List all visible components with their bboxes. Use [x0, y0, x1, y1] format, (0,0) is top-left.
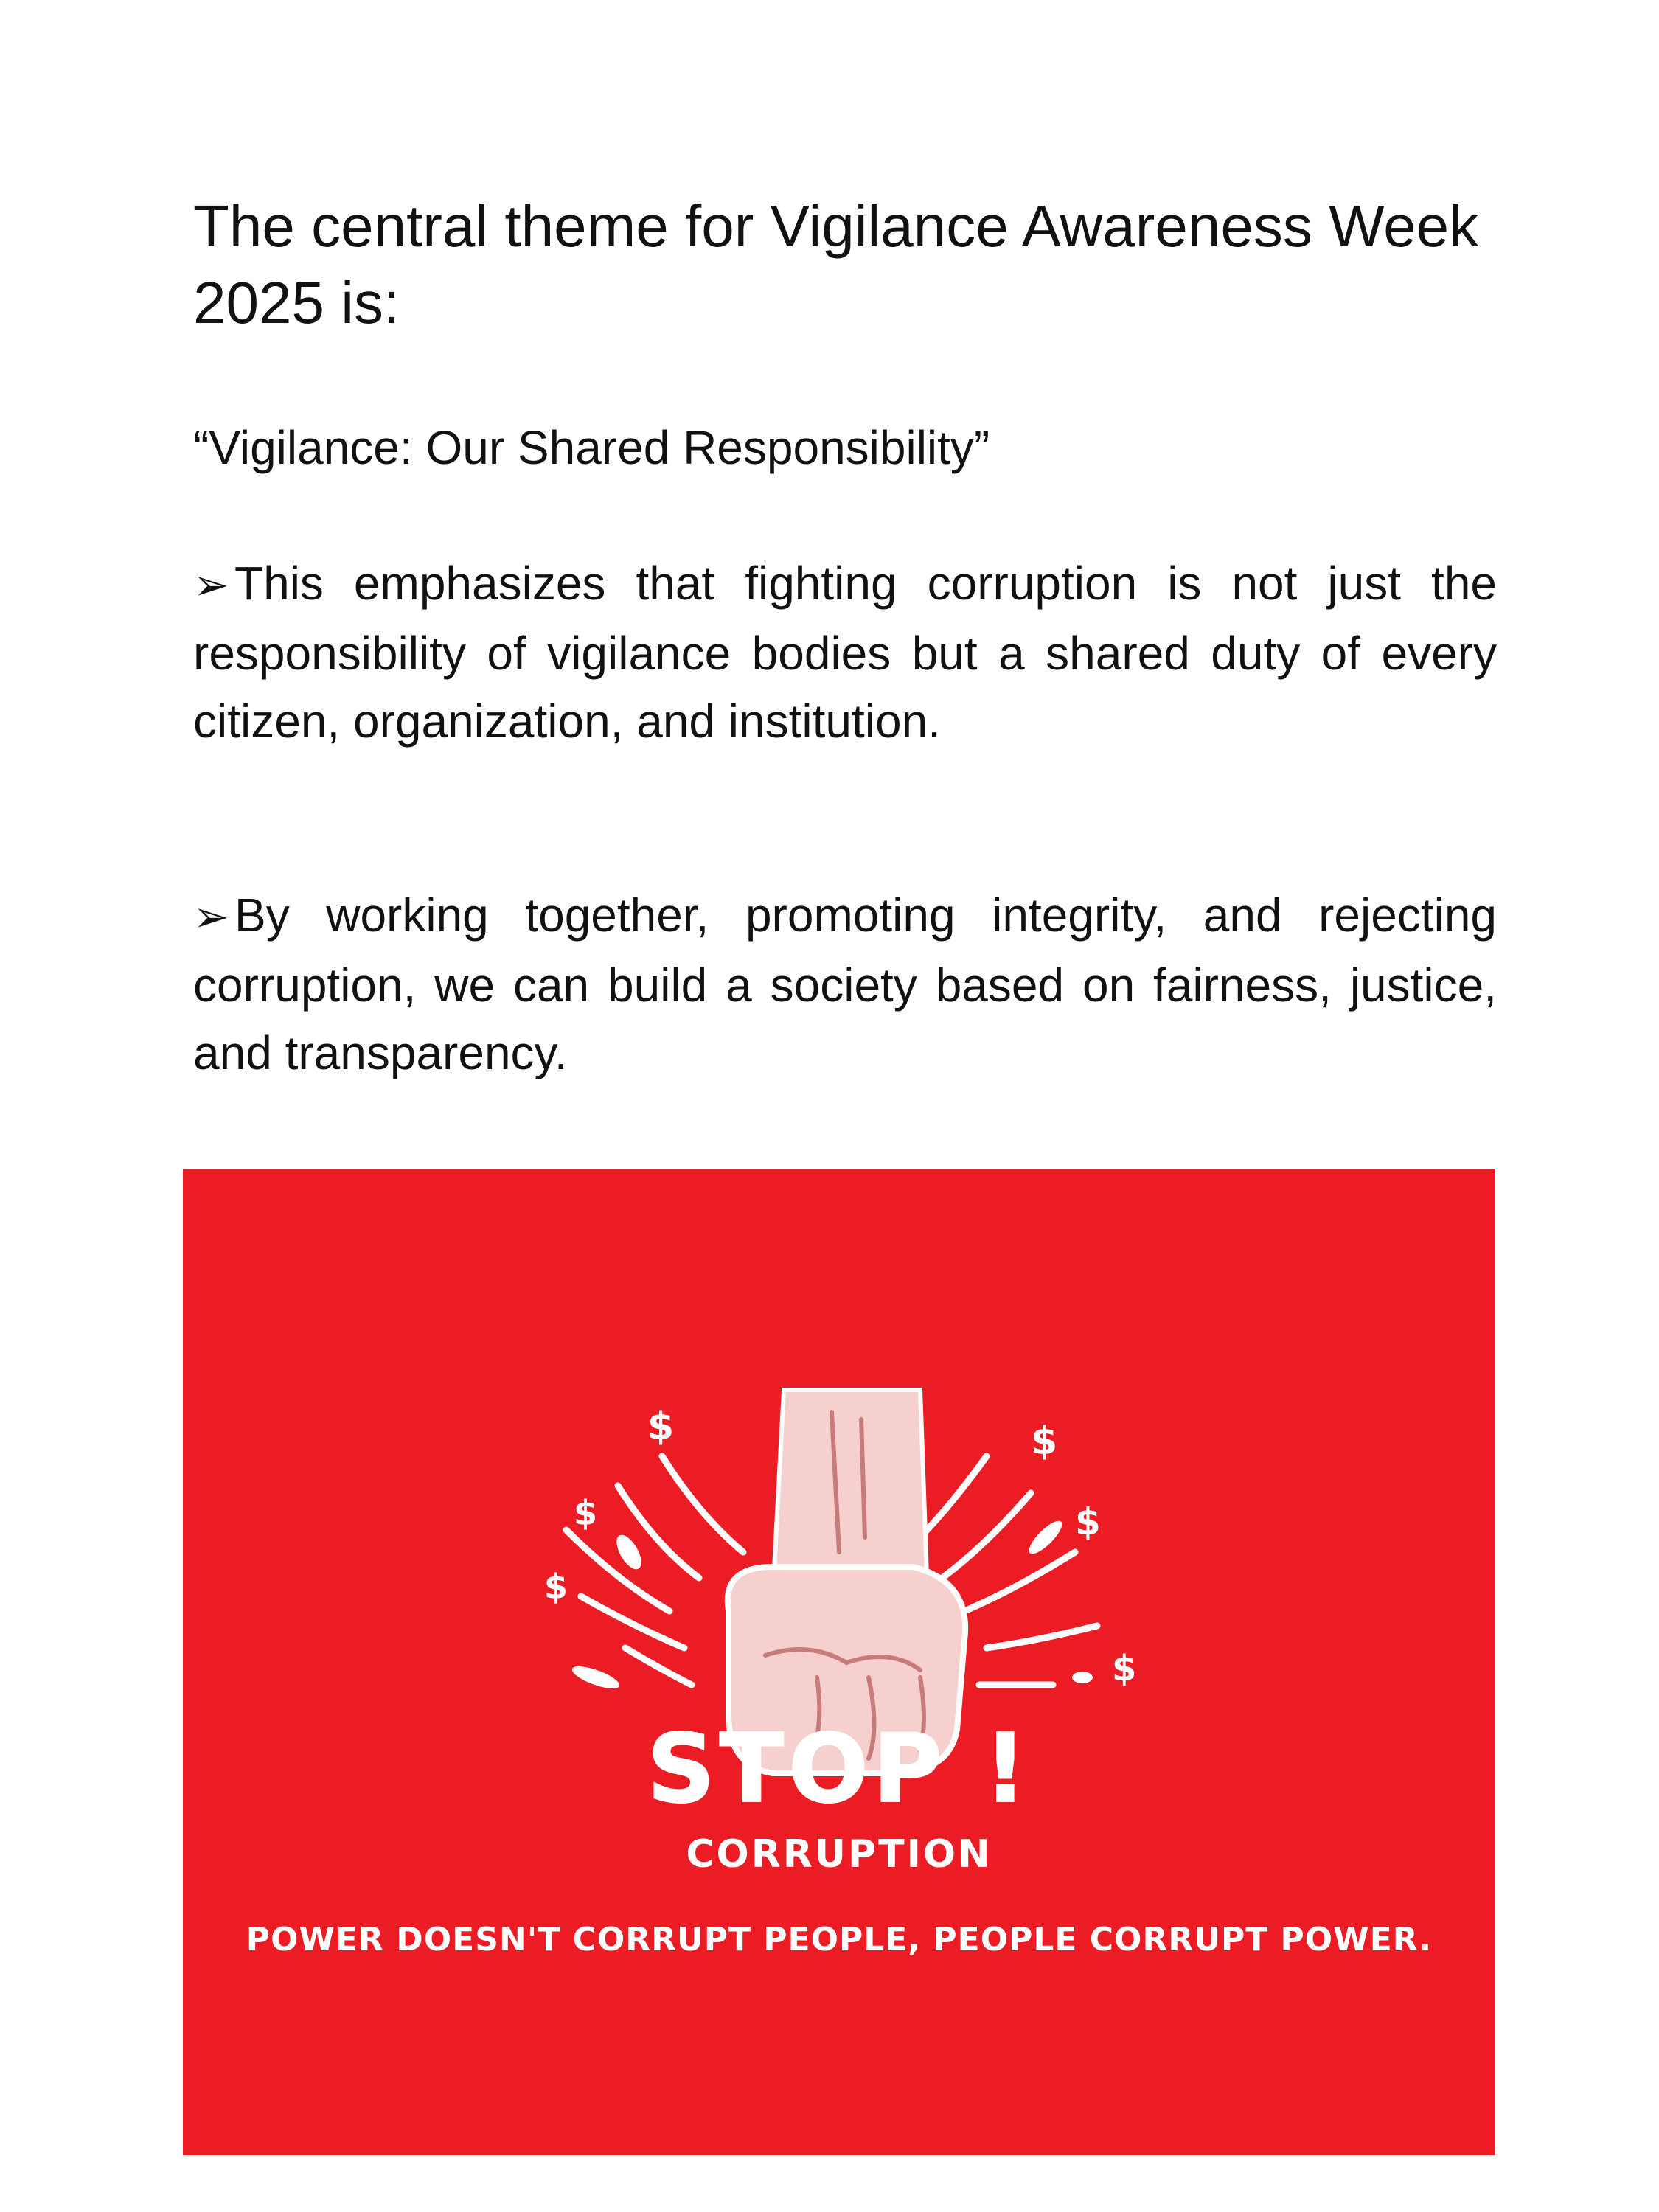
stop-corruption-poster — [183, 1169, 1495, 2155]
arrow-bullet-icon: ➢ — [193, 561, 229, 609]
dollar-sign-icon: $ — [574, 1493, 598, 1533]
dollar-sign-icon: $ — [544, 1567, 568, 1607]
dollar-sign-icon: $ — [1075, 1500, 1101, 1543]
poster-slogan: POWER DOESN'T CORRUPT PEOPLE, PEOPLE CORRUPT POWER. — [246, 1921, 1433, 1958]
bullet-text: By working together, promoting integrity, and rejecting corruption, we can build a society based on fairness, justice, and transparency. — [193, 888, 1497, 1079]
theme-quote: “Vigilance: Our Shared Responsibility” — [193, 421, 990, 474]
page-heading: The central theme for Vigilance Awareness Week 2025 is: — [193, 193, 1479, 335]
bullet-item — [193, 881, 1497, 1087]
dollar-sign-icon: $ — [647, 1405, 675, 1449]
arrow-bullet-icon: ➢ — [193, 893, 229, 941]
dollar-sign-icon: $ — [1112, 1648, 1137, 1689]
bullet-text: This emphasizes that fighting corruption is not just the responsibility of vigilance bodies but a shared duty of every citizen, organization, and institution. — [193, 557, 1497, 748]
poster-subtitle: CORRUPTION — [686, 1832, 992, 1877]
poster-stop-title: STOP ! — [647, 1714, 1032, 1824]
dollar-sign-icon: $ — [1031, 1419, 1058, 1464]
bullet-item — [193, 549, 1497, 755]
fist-illustration — [183, 1169, 1495, 2155]
